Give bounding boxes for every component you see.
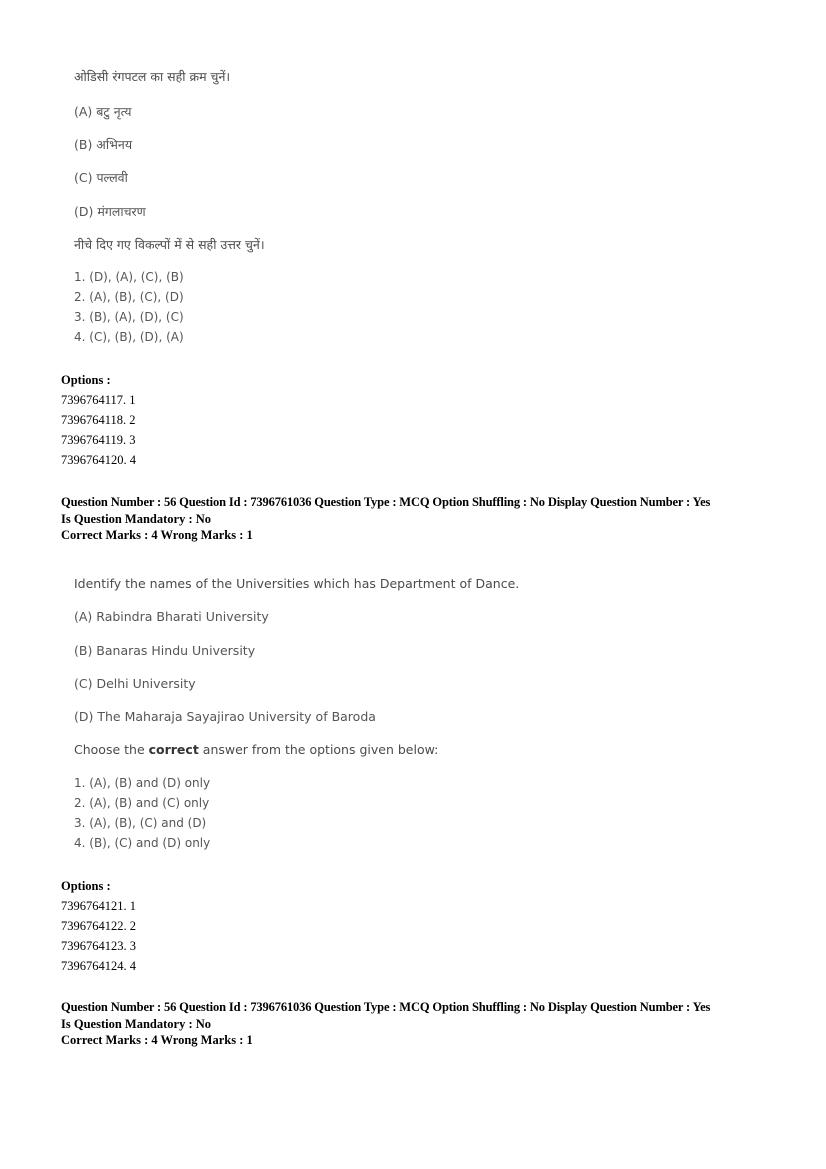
question-mandatory: Is Question Mandatory : No — [61, 1016, 212, 1031]
statement-a: (A) बटु नृत्य — [74, 104, 132, 119]
instruction-emphasis: correct — [148, 742, 199, 757]
choice-4: 4. (C), (B), (D), (A) — [74, 330, 184, 344]
instruction-text: Choose the — [74, 742, 149, 757]
statement-c: (C) पल्लवी — [74, 170, 128, 185]
statement-a: (A) Rabindra Bharati University — [74, 609, 269, 624]
option-id: 7396764122. 2 — [61, 919, 136, 933]
question-stem: ओडिसी रंगपटल का सही क्रम चुनें। — [74, 69, 231, 84]
question-meta-line: Question Number : 56 Question Id : 7396761036 Question Type : MCQ Option Shuffling : No Display Question Number : Yes — [61, 1000, 711, 1014]
choice-1: 1. (A), (B) and (D) only — [74, 776, 211, 790]
option-id: 7396764117. 1 — [61, 393, 136, 407]
options-heading: Options : — [61, 879, 111, 893]
question-image-hindi — [62, 60, 762, 360]
choice-4: 4. (B), (C) and (D) only — [74, 836, 211, 850]
question-meta-2 — [61, 999, 781, 1049]
question-stem: Identify the names of the Universities which has Department of Dance. — [74, 576, 520, 591]
question-marks: Correct Marks : 4 Wrong Marks : 1 — [61, 528, 253, 542]
option-id: 7396764121. 1 — [61, 899, 136, 913]
option-id: 7396764118. 2 — [61, 413, 136, 427]
statement-b: (B) Banaras Hindu University — [74, 643, 256, 658]
question-meta-line: Question Number : 56 Question Id : 7396761036 Question Type : MCQ Option Shuffling : No Display Question Number : Yes — [61, 495, 711, 509]
options-block-1 — [61, 371, 136, 469]
statement-d: (D) मंगलाचरण — [74, 204, 146, 219]
question-meta-1 — [61, 494, 781, 544]
choice-1: 1. (D), (A), (C), (B) — [74, 270, 184, 284]
options-heading: Options : — [61, 373, 111, 387]
choice-2: 2. (A), (B) and (C) only — [74, 796, 210, 810]
question-image-english — [62, 568, 762, 858]
option-id: 7396764124. 4 — [61, 959, 136, 973]
statement-d: (D) The Maharaja Sayajirao University of Baroda — [74, 709, 376, 724]
question-instruction — [74, 742, 438, 757]
instruction-text: answer from the options given below: — [198, 742, 439, 757]
option-id: 7396764123. 3 — [61, 939, 136, 953]
options-block-2 — [61, 877, 136, 975]
question-instruction: नीचे दिए गए विकल्पों में से सही उत्तर चुनें। — [74, 237, 265, 252]
statement-c: (C) Delhi University — [74, 676, 196, 691]
statement-b: (B) अभिनय — [74, 137, 133, 152]
question-mandatory: Is Question Mandatory : No — [61, 511, 212, 526]
choice-2: 2. (A), (B), (C), (D) — [74, 290, 184, 304]
option-id: 7396764120. 4 — [61, 453, 136, 467]
question-marks: Correct Marks : 4 Wrong Marks : 1 — [61, 1033, 253, 1047]
choice-3: 3. (A), (B), (C) and (D) — [74, 816, 207, 830]
choice-3: 3. (B), (A), (D), (C) — [74, 310, 184, 324]
option-id: 7396764119. 3 — [61, 433, 136, 447]
